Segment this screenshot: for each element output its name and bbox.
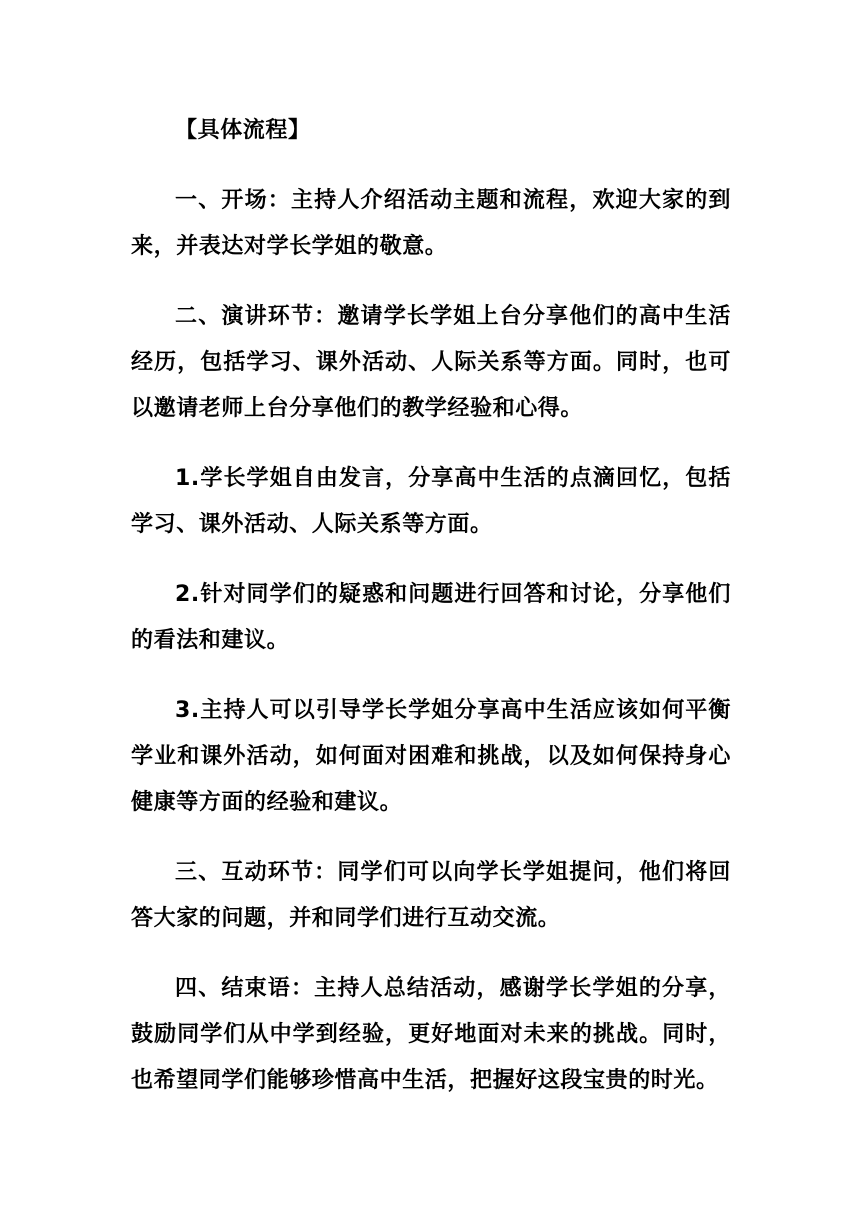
document-body <box>131 108 731 1128</box>
paragraph-item-1: 1.学长学姐自由发言，分享高中生活的点滴回忆，包括学习、课外活动、人际关系等方面。 <box>131 466 731 537</box>
paragraph-item-2: 2.针对同学们的疑惑和问题进行回答和讨论，分享他们的看法和建议。 <box>131 582 731 653</box>
paragraph-speech: 二、演讲环节：邀请学长学姐上台分享他们的高中生活经历，包括学习、课外活动、人际关系等方面。同时，也可以邀请老师上台分享他们的教学经验和心得。 <box>131 304 731 421</box>
paragraph-closing: 四、结束语：主持人总结活动，感谢学长学姐的分享，鼓励同学们从中学到经验，更好地面对未来的挑战。同时，也希望同学们能够珍惜高中生活，把握好这段宝贵的时光。 <box>131 976 731 1093</box>
paragraph-item-3: 3.主持人可以引导学长学姐分享高中生活应该如何平衡学业和课外活动，如何面对困难和挑战，以及如何保持身心健康等方面的经验和建议。 <box>131 698 731 815</box>
paragraph-interaction: 三、互动环节：同学们可以向学长学姐提问，他们将回答大家的问题，并和同学们进行互动交流。 <box>131 860 731 931</box>
section-heading: 【具体流程】 <box>175 118 311 143</box>
paragraph-opening: 一、开场：主持人介绍活动主题和流程，欢迎大家的到来，并表达对学长学姐的敬意。 <box>131 188 731 259</box>
